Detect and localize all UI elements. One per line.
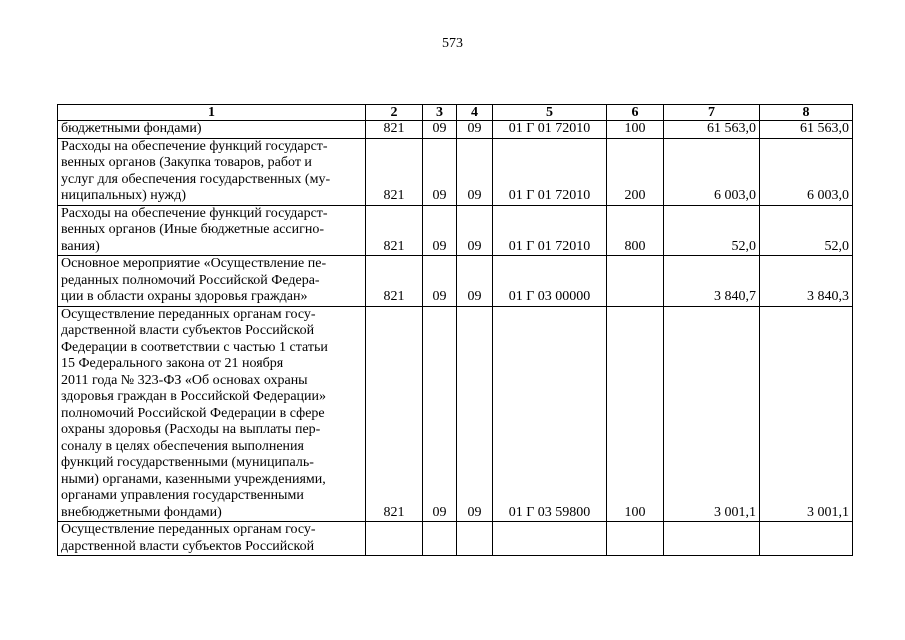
cell-target-article: [493, 522, 607, 556]
cell-subsection: [457, 522, 493, 556]
row-description: Расходы на обеспечение функций государст- венных органов (Иные бюджетные ассигно- вания): [58, 205, 366, 256]
cell-amount-8: 6 003,0: [760, 138, 853, 205]
row-description: Основное мероприятие «Осуществление пе- реданных полномочий Российской Федера- ции в области охраны здоровья граждан»: [58, 256, 366, 307]
row-description: бюджетными фондами): [58, 121, 366, 139]
header-col-2: 2: [366, 105, 423, 121]
table-row: [58, 256, 853, 307]
cell-ministry: 821: [366, 306, 423, 522]
cell-expense-type: 100: [607, 121, 664, 139]
cell-section: 09: [423, 205, 457, 256]
cell-target-article: 01 Г 03 00000: [493, 256, 607, 307]
cell-ministry: 821: [366, 138, 423, 205]
cell-expense-type: [607, 522, 664, 556]
header-col-8: 8: [760, 105, 853, 121]
cell-target-article: 01 Г 01 72010: [493, 205, 607, 256]
cell-expense-type: 200: [607, 138, 664, 205]
header-col-5: 5: [493, 105, 607, 121]
cell-amount-8: [760, 522, 853, 556]
cell-subsection: 09: [457, 138, 493, 205]
cell-subsection: 09: [457, 306, 493, 522]
header-col-4: 4: [457, 105, 493, 121]
table-row: [58, 121, 853, 139]
cell-ministry: 821: [366, 121, 423, 139]
cell-ministry: 821: [366, 256, 423, 307]
cell-amount-8: 3 840,3: [760, 256, 853, 307]
cell-amount-7: [664, 522, 760, 556]
cell-section: 09: [423, 121, 457, 139]
cell-amount-7: 6 003,0: [664, 138, 760, 205]
header-col-7: 7: [664, 105, 760, 121]
table-row: [58, 205, 853, 256]
header-row: [58, 105, 853, 121]
cell-amount-7: 3 840,7: [664, 256, 760, 307]
row-description: Осуществление переданных органам госу- дарственной власти субъектов Российской: [58, 522, 366, 556]
cell-expense-type: 100: [607, 306, 664, 522]
row-description: Осуществление переданных органам госу- дарственной власти субъектов Российской Федерации в соответствии с частью 1 статьи 15 Федерального закона от 21 ноября 2011 года № 323-ФЗ «Об основах охраны здоровья граждан в Российской Федерации» полномочий Российской Федерации в сфере охраны здоровья (Расходы на выплаты пер- соналу в целях обеспечения выполнения функций государственными (муниципаль- ными) органами, казенными учреждениями, органами управления государственными внебюджетными фондами): [58, 306, 366, 522]
table-row: [58, 306, 853, 522]
cell-target-article: 01 Г 01 72010: [493, 121, 607, 139]
cell-target-article: 01 Г 01 72010: [493, 138, 607, 205]
header-col-6: 6: [607, 105, 664, 121]
cell-target-article: 01 Г 03 59800: [493, 306, 607, 522]
cell-section: 09: [423, 306, 457, 522]
cell-subsection: 09: [457, 205, 493, 256]
cell-amount-7: 52,0: [664, 205, 760, 256]
cell-expense-type: 800: [607, 205, 664, 256]
cell-amount-8: 61 563,0: [760, 121, 853, 139]
cell-section: 09: [423, 138, 457, 205]
table-row: [58, 522, 853, 556]
cell-amount-8: 52,0: [760, 205, 853, 256]
cell-amount-7: 61 563,0: [664, 121, 760, 139]
cell-expense-type: [607, 256, 664, 307]
cell-amount-7: 3 001,1: [664, 306, 760, 522]
cell-amount-8: 3 001,1: [760, 306, 853, 522]
budget-table: [57, 104, 853, 556]
page-number: 573: [442, 36, 463, 51]
header-col-1: 1: [58, 105, 366, 121]
cell-section: 09: [423, 256, 457, 307]
cell-subsection: 09: [457, 121, 493, 139]
table-row: [58, 138, 853, 205]
row-description: Расходы на обеспечение функций государст- венных органов (Закупка товаров, работ и услуг для обеспечения государственных (му- ниципальных) нужд): [58, 138, 366, 205]
cell-ministry: 821: [366, 205, 423, 256]
cell-ministry: [366, 522, 423, 556]
cell-section: [423, 522, 457, 556]
cell-subsection: 09: [457, 256, 493, 307]
header-col-3: 3: [423, 105, 457, 121]
